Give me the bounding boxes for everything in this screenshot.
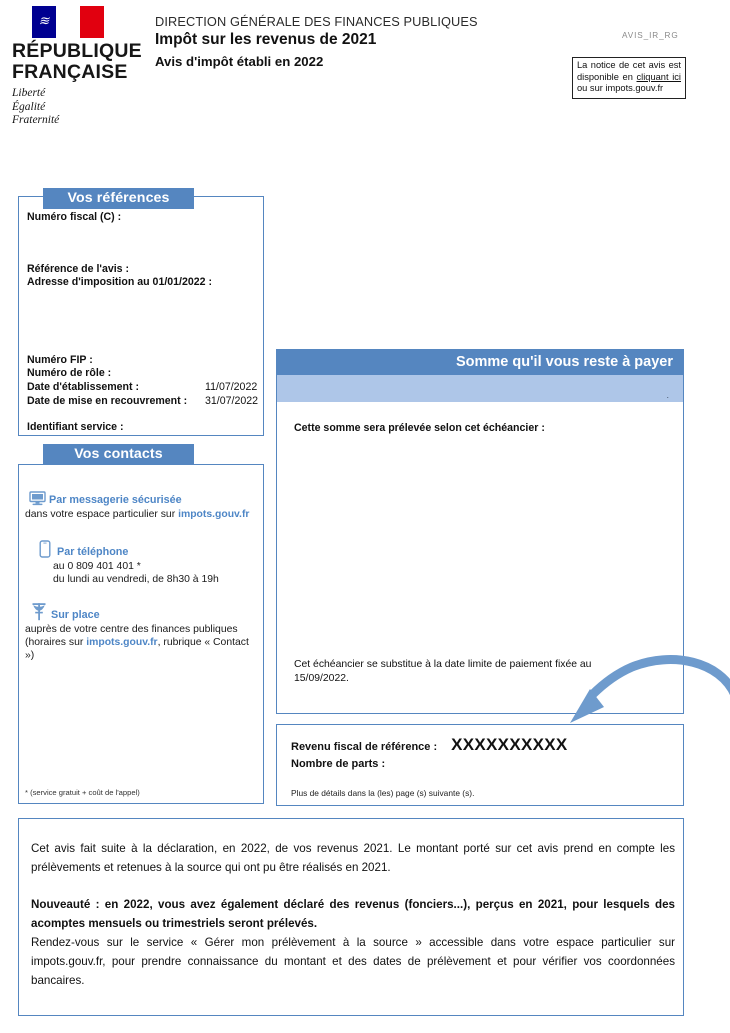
contact-sur-place-line2-suffix: , rubrique « Contact ») — [25, 637, 249, 662]
field-numero-fip: Numéro FIP : — [27, 353, 93, 366]
contacts-panel — [18, 464, 264, 804]
bottom-notice-body — [31, 839, 675, 990]
contact-telephone-hours: du lundi au vendredi, de 8h30 à 19h — [53, 574, 219, 586]
motto-egalite: Égalité — [12, 100, 46, 113]
field-identifiant-service: Identifiant service : — [27, 421, 124, 434]
contact-sur-place-title: Sur place — [51, 609, 100, 621]
spacer — [31, 877, 675, 895]
label-date-recouvrement: Date de mise en recouvrement : — [27, 394, 188, 407]
row-date-recouvrement — [27, 395, 257, 409]
landmark-icon — [27, 602, 51, 621]
rfr-value: XXXXXXXXXX — [451, 735, 568, 754]
republique-francaise-logo — [12, 6, 142, 128]
notice-text-part2: ou sur impots.gouv.fr — [577, 83, 664, 94]
dgfip-line: DIRECTION GÉNÉRALE DES FINANCES PUBLIQUES — [155, 14, 478, 29]
somme-a-payer-panel — [276, 349, 684, 714]
francaise-line: FRANÇAISE — [12, 61, 128, 83]
contact-sur-place-line2 — [25, 636, 257, 662]
contact-messagerie-head — [25, 491, 257, 506]
contact-telephone-head — [25, 540, 257, 558]
rfr-label: Revenu fiscal de référence : — [291, 741, 438, 753]
monitor-icon — [25, 491, 49, 506]
rfr-row-parts — [291, 758, 568, 770]
contact-messagerie-sub — [25, 508, 257, 521]
somme-amount-band — [277, 375, 683, 402]
label-date-etablissement: Date d'établissement : — [27, 380, 140, 393]
notice-text-part1: La notice de cet avis est disponible en — [577, 60, 681, 82]
row-date-etablissement — [27, 381, 257, 395]
field-numero-fiscal: Numéro fiscal (C) : — [27, 211, 122, 223]
contact-telephone — [25, 540, 257, 586]
bottom-notice-para2-bold: Nouveauté : en 2022, vous avez également déclaré des revenus (fonciers...), perçus en 2021, pour lesquels des acomptes mensuels ou trimestriels seront prélevés. — [31, 898, 675, 930]
bottom-notice-para2-rest: Rendez-vous sur le service « Gérer mon prélèvement à la source » accessible dans votre espace particulier sur impots.gouv.fr, pour prendre connaissance du montant et des dates de prélèvement et pour vérifier vos coordonnées bancaires. — [31, 936, 675, 987]
nombre-de-parts-label: Nombre de parts : — [291, 758, 386, 770]
contact-sur-place — [25, 602, 257, 663]
contact-messagerie — [25, 491, 257, 521]
notice-availability-box — [572, 57, 686, 99]
contact-messagerie-title: Par messagerie sécurisée — [49, 494, 182, 506]
somme-panel-header: Somme qu'il vous reste à payer — [277, 350, 683, 375]
avis-form-code: AVIS_IR_RG — [622, 31, 679, 40]
references-panel-tab: Vos références — [43, 188, 194, 209]
smartphone-icon — [33, 540, 57, 558]
field-reference-avis: Référence de l'avis : — [27, 262, 130, 275]
contact-sur-place-head — [25, 602, 257, 621]
revenu-fiscal-reference-panel — [276, 724, 684, 806]
field-numero-role: Numéro de rôle : — [27, 367, 112, 380]
flag-blue-band — [32, 6, 56, 38]
republique-francaise-title — [12, 40, 142, 83]
republic-motto — [12, 87, 122, 128]
references-panel — [18, 196, 264, 436]
contact-sur-place-line2-prefix: (horaires sur — [25, 637, 87, 649]
contact-telephone-number: au 0 809 401 401 * — [53, 561, 141, 572]
impots-gouv-link-2[interactable]: impots.gouv.fr — [86, 637, 158, 649]
contact-messagerie-sub-prefix: dans votre espace particulier sur — [25, 509, 179, 520]
flag-red-band — [80, 6, 104, 38]
spacer — [27, 225, 257, 263]
spacer — [27, 328, 257, 354]
somme-substitution-note: Cet échéancier se substitue à la date limite de paiement fixée au 15/09/2022. — [294, 659, 592, 684]
contact-telephone-title: Par téléphone — [57, 546, 129, 558]
contacts-panel-tab: Vos contacts — [43, 444, 194, 465]
bottom-notice-para1: Cet avis fait suite à la déclaration, en 2022, de vos revenus 2021. Le montant porté sur cet avis prend en compte les prélèvements et retenues à la source qui ont pu être réalisés en 2021. — [31, 842, 675, 874]
impots-gouv-link[interactable]: impots.gouv.fr — [178, 509, 250, 520]
rfr-more-details-note: Plus de détails dans la (les) page (s) suivante (s). — [291, 788, 475, 798]
bottom-notice-panel — [18, 818, 684, 1016]
notice-link-cliquant-ici[interactable]: cliquant ici — [636, 71, 681, 82]
page-title: Impôt sur les revenus de 2021 — [155, 31, 377, 48]
motto-liberte: Liberté — [12, 87, 46, 99]
flag-white-band — [56, 6, 80, 38]
somme-amount-value: . — [666, 390, 669, 400]
spacer — [27, 290, 257, 328]
marianne-profile-icon: ≋ — [38, 14, 50, 29]
contact-sur-place-line1: auprès de votre centre des finances publiques — [25, 624, 238, 635]
rfr-fields — [291, 735, 568, 770]
value-date-etablissement: 11/07/2022 — [205, 380, 258, 393]
spacer — [27, 408, 257, 421]
page-subtitle: Avis d'impôt établi en 2022 — [155, 54, 324, 69]
french-flag-icon — [32, 6, 104, 38]
header-title-block — [155, 14, 555, 71]
rfr-row-revenu — [291, 735, 568, 755]
republique-line: RÉPUBLIQUE — [12, 40, 142, 62]
somme-echeancier-label: Cette somme sera prélevée selon cet échéancier : — [294, 422, 545, 434]
references-body — [27, 211, 257, 435]
contacts-footnote: * (service gratuit + coût de l'appel) — [25, 788, 140, 797]
field-adresse-imposition: Adresse d'imposition au 01/01/2022 : — [27, 276, 213, 289]
motto-fraternite: Fraternité — [12, 114, 60, 126]
document-header — [0, 0, 730, 130]
value-date-recouvrement: 31/07/2022 — [205, 394, 259, 407]
